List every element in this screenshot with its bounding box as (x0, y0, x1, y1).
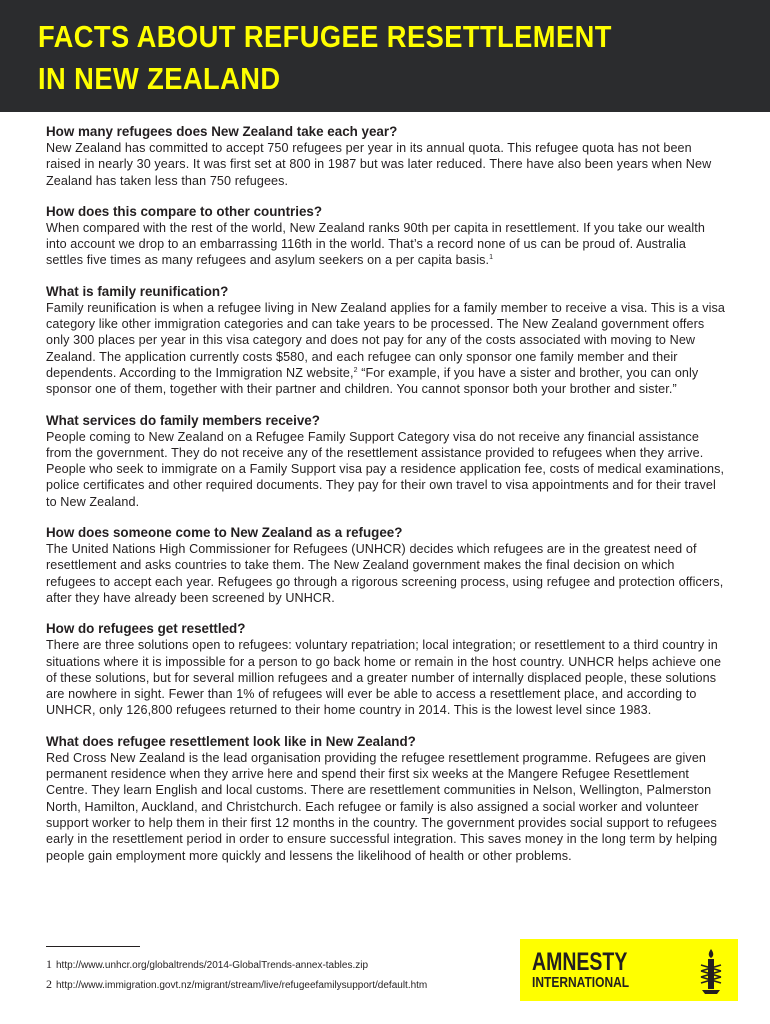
fact-sections (46, 124, 726, 879)
section-becoming-refugee (46, 525, 726, 606)
section-body (46, 300, 726, 398)
logo-subtitle: INTERNATIONAL (532, 974, 630, 991)
section-body: The United Nations High Commissioner for Refugees (UNHCR) decides which refugees are in the greatest need of resettlement and asks countries to take them. The New Zealand government makes the final decision on which refugees to accept each year. Refugees go through a rigorous screening process, using refugee and protection officers, after they have already been screened by UNHCR. (46, 542, 724, 605)
section-resettlement-solutions (46, 621, 726, 718)
footnotes (46, 955, 516, 995)
section-heading: How many refugees does New Zealand take each year? (46, 124, 398, 139)
footnote-link[interactable]: http://www.immigration.govt.nz/migrant/stream/live/refugeefamilysupport/default.htm (56, 980, 428, 991)
page-title (38, 16, 612, 100)
footnote-divider (46, 946, 140, 947)
section-body-quote: “For example, if you have a sister and brother, you can only sponsor one of them, together with their partner and children. You cannot sponsor both your brother and sister.” (46, 365, 699, 397)
section-heading: How does this compare to other countries? (46, 203, 323, 219)
footnote-number: 2 (46, 977, 52, 991)
section-heading: How does someone come to New Zealand as a refugee? (46, 525, 403, 541)
section-heading: What is family reunification? (46, 283, 229, 299)
section-heading: How do refugees get resettled? (46, 621, 246, 637)
section-body (46, 220, 726, 269)
amnesty-logo (520, 939, 738, 1001)
section-family-services (46, 413, 726, 510)
footnote-ref-1: 1 (489, 254, 494, 262)
section-comparison (46, 204, 726, 269)
section-resettlement-nz (46, 734, 726, 864)
section-refugees-per-year (46, 124, 726, 189)
footnote-number: 1 (46, 957, 52, 971)
section-body: People coming to New Zealand on a Refugee Family Support Category visa do not receive any financial assistance from the government. They do not receive any of the resettlement assistance provided to refugees when they arrive. People who seek to immigrate on a Family Support visa pay a residence application fee, costs of medical examinations, police certificates and other required documents. They pay for their own travel to visa appointments and for their travel to New Zealand. (46, 429, 725, 509)
candle-barbed-wire-icon (696, 947, 726, 995)
section-body: There are three solutions open to refugees: voluntary repatriation; local integration; or resettlement to a third country in situations where it is impossible for a person to go back home or remain in the host country. UNHCR helps achieve one of these solutions, but for several million refugees and a greater number of internally displaced people, these solutions are nowhere in sight. Fewer than 1% of refugees will ever be able to access a resettlement place, and according to UNHCR, only 126,800 refugees returned to their home country in 2014. This is the lowest level since 1983. (46, 638, 722, 718)
footnote-ref-2: 2 (353, 366, 358, 374)
section-heading: What does refugee resettlement look like in New Zealand? (46, 733, 416, 749)
footnote-2 (46, 975, 516, 995)
section-body-text: When compared with the rest of the world, New Zealand ranks 90th per capita in resettlement. If you take our wealth into account we drop to an embarrassing 116th in the world. That’s a record none of us can be proud of. Australia settles five times as many refugees and asylum seekers on a per capita basis. (46, 220, 706, 268)
section-body-text: Family reunification is when a refugee living in New Zealand applies for a family member to receive a visa. This is a visa category like other immigration categories and can take years to be processed. The New Zealand government offers only 300 places per year in this visa category and does not pay for any of the costs associated with moving to New Zealand. The application currently costs $580, and each refugee can only sponsor one family member and their dependents. According to the Immigration NZ website, (46, 300, 726, 380)
section-body: Red Cross New Zealand is the lead organisation providing the refugee resettlement programme. Refugees are given permanent residence when they arrive here and spend their first six weeks at the Mangere Refugee Resettlement Centre. They learn English and local customs. There are resettlement communities in Nelson, Wellington, Palmerston North, Hamilton, Auckland, and Christchurch. Each refugee or family is also assigned a social worker and volunteer support worker to help them in their first 12 months in the country. The government provides social support to refugees early in the resettlement period in order to ensure successful integration. This saves money in the long term by helping people gain employment more quickly and lessens the likelihood of health or other problems. (46, 750, 718, 863)
page-title-line-1: FACTS ABOUT REFUGEE RESETTLEMENT (38, 19, 612, 54)
section-body: New Zealand has committed to accept 750 refugees per year in its annual quota. This refugee quota has not been raised in nearly 30 years. It was first set at 800 in 1987 but was later reduced. There have also been years when New Zealand has taken less than 750 refugees. (46, 141, 712, 188)
page-header (0, 0, 770, 112)
logo-name: AMNESTY (532, 948, 628, 976)
footnote-1 (46, 955, 516, 975)
footnote-link[interactable]: http://www.unhcr.org/globaltrends/2014-GlobalTrends-annex-tables.zip (56, 960, 369, 971)
section-heading: What services do family members receive? (46, 412, 320, 428)
page-title-line-2: IN NEW ZEALAND (38, 61, 281, 96)
section-family-reunification (46, 284, 726, 398)
